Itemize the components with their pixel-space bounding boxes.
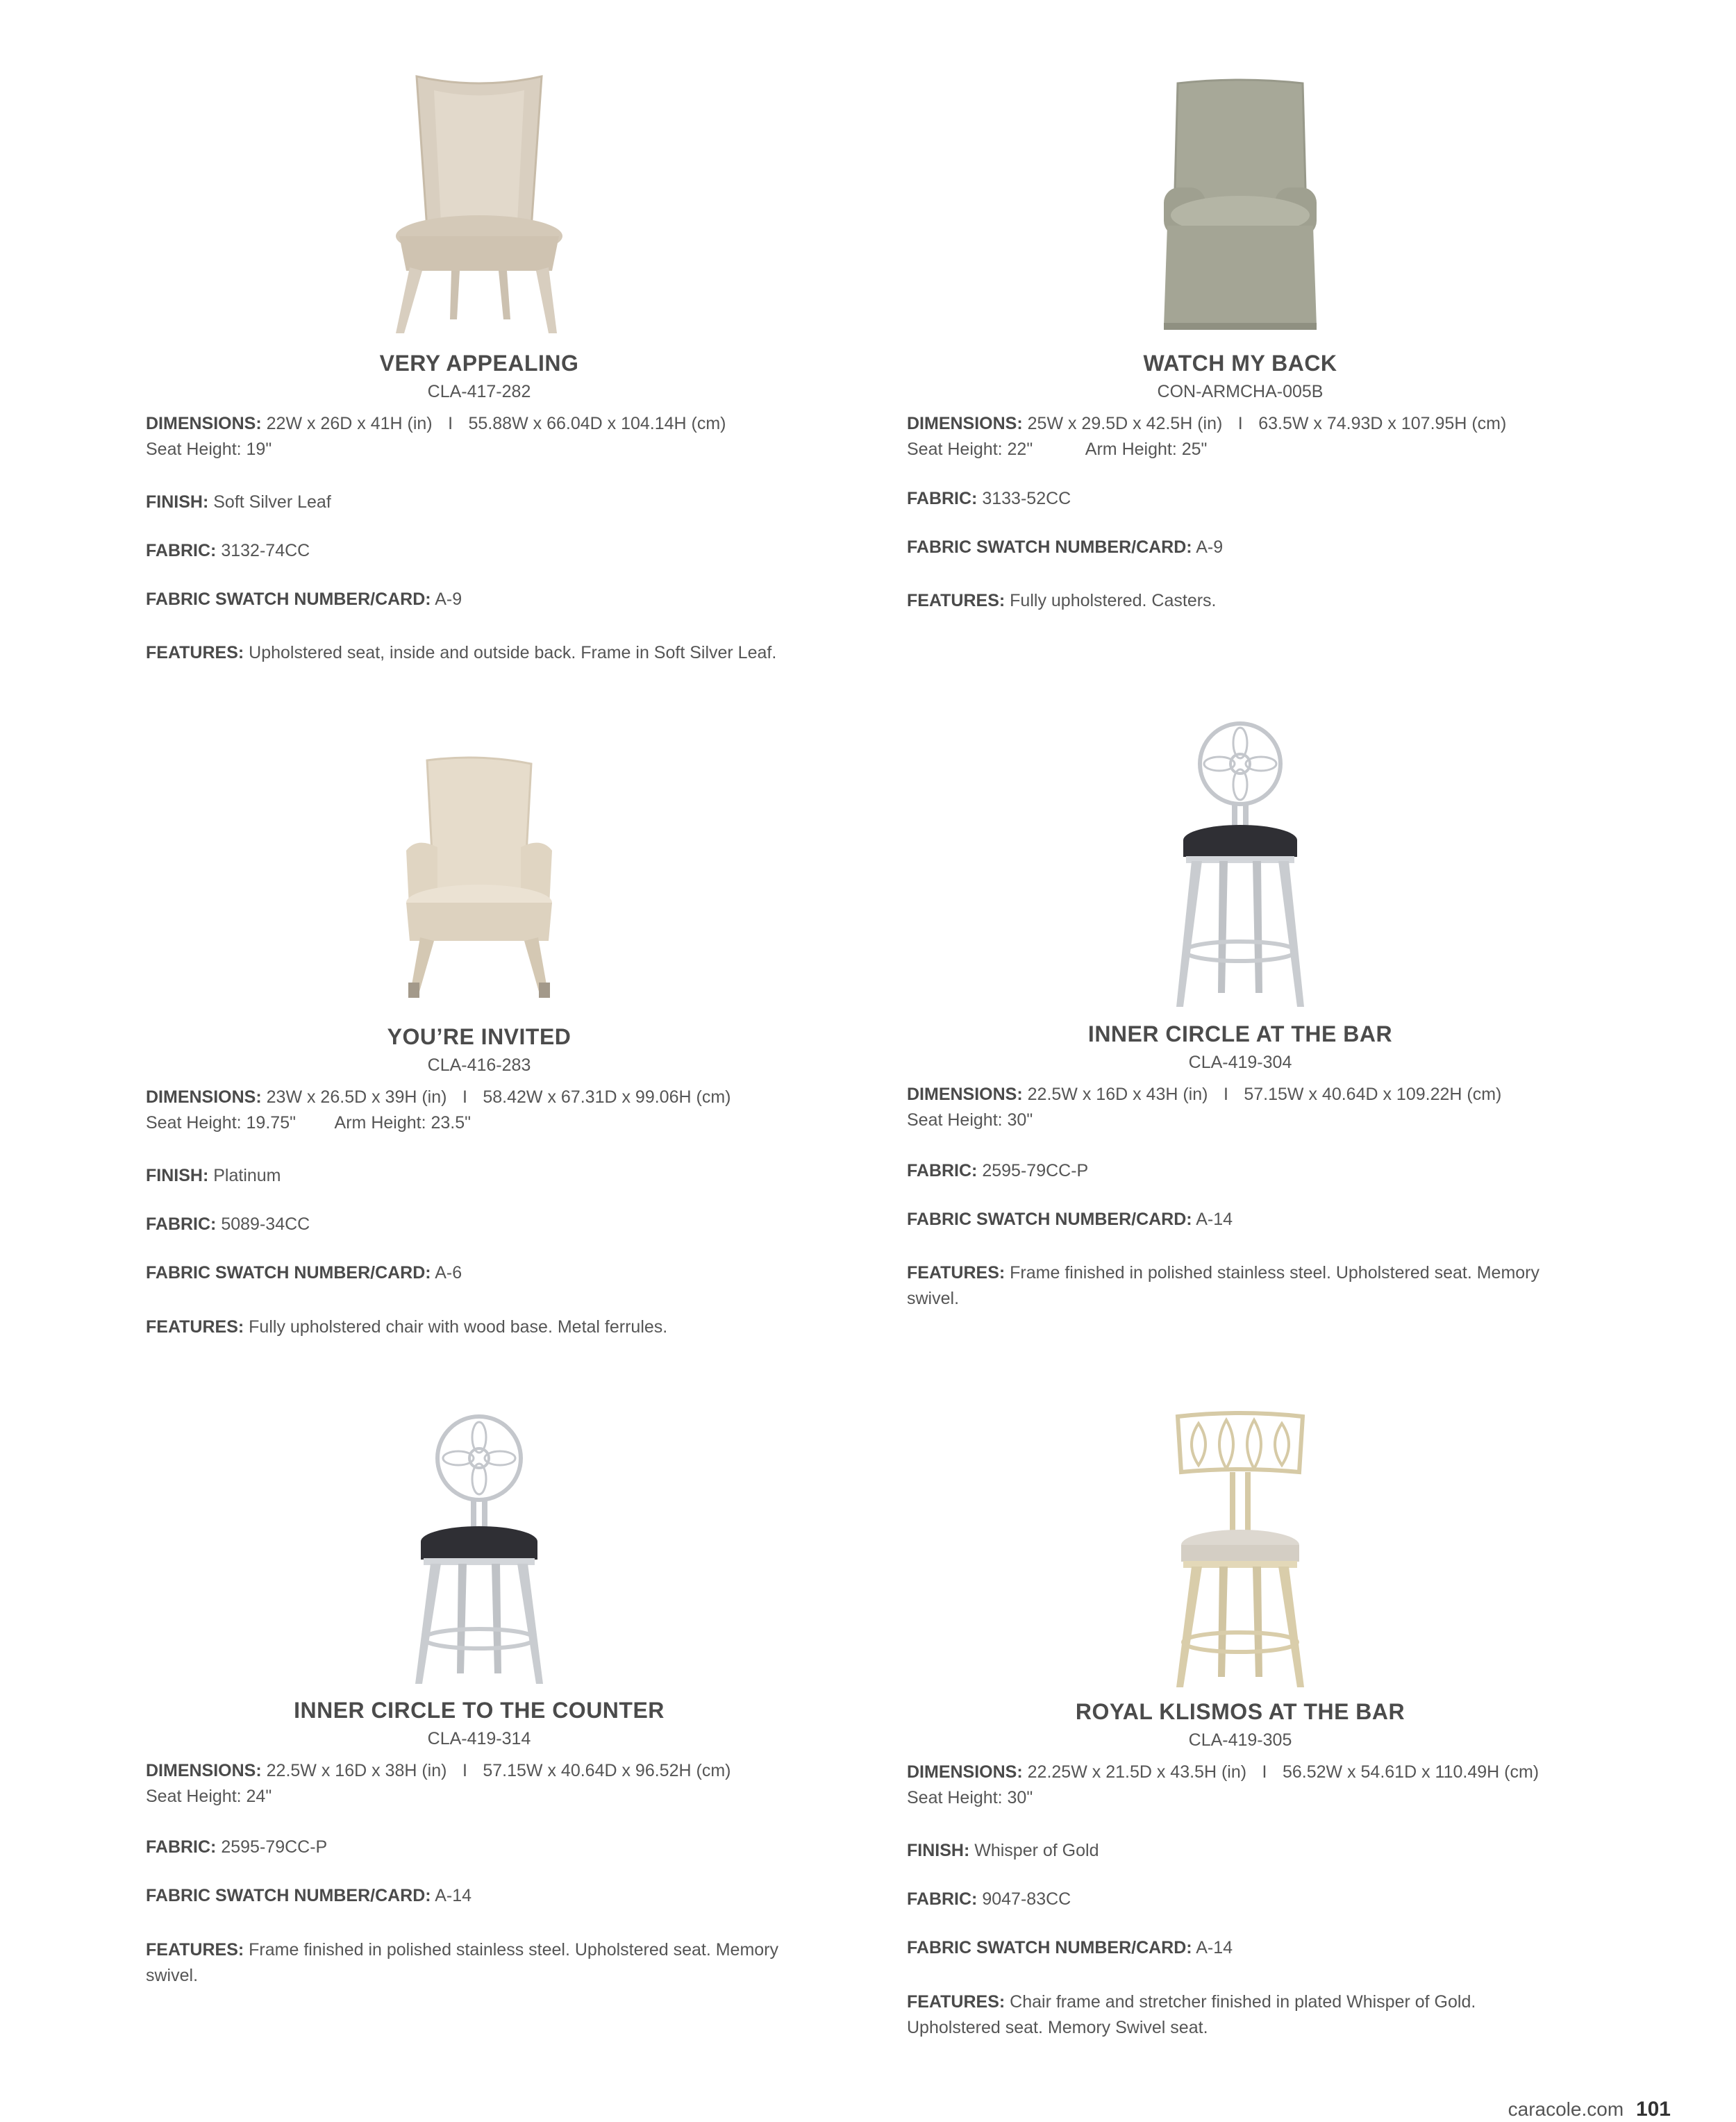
dimensions-label: DIMENSIONS: bbox=[907, 1762, 1023, 1782]
swatch-label: FABRIC SWATCH NUMBER/CARD: bbox=[907, 1938, 1192, 1957]
fabric-swatch bbox=[907, 535, 1574, 560]
product-title: WATCH MY BACK bbox=[1143, 351, 1337, 376]
dimensions bbox=[146, 411, 812, 462]
finish-label: FINISH: bbox=[146, 1166, 209, 1185]
dimensions-in: 22.5W x 16D x 38H (in) bbox=[266, 1761, 447, 1780]
royal-klismos-bar-stool-image bbox=[1157, 1410, 1324, 1691]
very-appealing-chair-image bbox=[375, 69, 583, 340]
swatch-value: A-9 bbox=[435, 590, 462, 609]
fabric bbox=[907, 486, 1574, 512]
fabric-label: FABRIC: bbox=[146, 1214, 217, 1234]
fabric-label: FABRIC: bbox=[907, 489, 978, 508]
dimensions-separator: I bbox=[1262, 1762, 1267, 1782]
product-sku: CLA-419-305 bbox=[1188, 1730, 1292, 1750]
inner-circle-counter-stool-image bbox=[403, 1410, 556, 1687]
fabric-swatch bbox=[907, 1935, 1574, 1961]
watch-my-back-chair-image bbox=[1129, 76, 1351, 340]
finish-value: Soft Silver Leaf bbox=[213, 492, 331, 512]
fabric-swatch bbox=[146, 587, 812, 612]
swatch-value: A-14 bbox=[1196, 1938, 1233, 1957]
fabric bbox=[146, 1835, 812, 1860]
fabric-swatch bbox=[146, 1883, 812, 1909]
product-sku: CLA-417-282 bbox=[427, 382, 531, 401]
features-value: Chair frame and stretcher finished in plated Whisper of Gold. Upholstered seat. Memory Swivel seat. bbox=[907, 1992, 1476, 2037]
fabric-value: 2595-79CC-P bbox=[221, 1837, 328, 1857]
swatch-value: A-9 bbox=[1196, 537, 1224, 557]
product-title: YOU’RE INVITED bbox=[387, 1024, 571, 1049]
page-number: 101 bbox=[1635, 2098, 1671, 2121]
dimensions bbox=[146, 1085, 812, 1136]
features bbox=[907, 1260, 1546, 1312]
product-sku: CLA-419-304 bbox=[1188, 1053, 1292, 1072]
dimensions-in: 23W x 26.5D x 39H (in) bbox=[266, 1087, 447, 1107]
dimensions-label: DIMENSIONS: bbox=[146, 414, 262, 433]
features bbox=[907, 1989, 1574, 2041]
features bbox=[146, 640, 785, 666]
fabric bbox=[146, 1212, 812, 1237]
dimensions-in: 25W x 29.5D x 42.5H (in) bbox=[1027, 414, 1223, 433]
youre-invited-chair-image bbox=[375, 753, 583, 1003]
seat-height: Seat Height: 19.75" bbox=[146, 1113, 296, 1133]
features-label: FEATURES: bbox=[907, 1992, 1005, 2012]
finish bbox=[146, 1163, 812, 1189]
dimensions-separator: I bbox=[1237, 414, 1243, 433]
dimensions-label: DIMENSIONS: bbox=[907, 414, 1023, 433]
fabric-value: 3133-52CC bbox=[982, 489, 1071, 508]
arm-height: Arm Height: 23.5" bbox=[334, 1113, 471, 1133]
dimensions-separator: I bbox=[448, 414, 453, 433]
finish bbox=[907, 1838, 1574, 1864]
swatch-value: A-14 bbox=[1196, 1210, 1233, 1229]
features-label: FEATURES: bbox=[907, 1263, 1005, 1283]
dimensions-separator: I bbox=[1223, 1085, 1228, 1104]
dimensions bbox=[907, 1760, 1629, 1811]
features-value: Frame finished in polished stainless steel. Upholstered seat. Memory swivel. bbox=[146, 1940, 779, 1985]
finish-value: Whisper of Gold bbox=[974, 1841, 1099, 1860]
product-title: INNER CIRCLE TO THE COUNTER bbox=[294, 1698, 665, 1723]
dimensions-cm: 55.88W x 66.04D x 104.14H (cm) bbox=[468, 414, 726, 433]
features bbox=[146, 1314, 812, 1340]
fabric-swatch bbox=[146, 1260, 812, 1286]
features-value: Fully upholstered chair with wood base. Metal ferrules. bbox=[249, 1317, 668, 1337]
fabric-label: FABRIC: bbox=[907, 1161, 978, 1180]
fabric-value: 3132-74CC bbox=[221, 541, 310, 560]
seat-height: Seat Height: 19" bbox=[146, 440, 272, 459]
fabric bbox=[146, 538, 812, 564]
fabric bbox=[907, 1887, 1574, 1912]
seat-height: Seat Height: 22" bbox=[907, 440, 1033, 459]
dimensions-label: DIMENSIONS: bbox=[146, 1087, 262, 1107]
fabric-label: FABRIC: bbox=[146, 541, 217, 560]
dimensions bbox=[907, 1082, 1574, 1133]
inner-circle-bar-stool-image bbox=[1164, 719, 1317, 1010]
dimensions bbox=[907, 411, 1601, 462]
fabric-swatch bbox=[907, 1207, 1574, 1233]
finish-label: FINISH: bbox=[146, 492, 209, 512]
fabric-label: FABRIC: bbox=[907, 1889, 978, 1909]
swatch-value: A-14 bbox=[435, 1886, 472, 1905]
dimensions-cm: 63.5W x 74.93D x 107.95H (cm) bbox=[1258, 414, 1507, 433]
fabric-value: 5089-34CC bbox=[221, 1214, 310, 1234]
swatch-label: FABRIC SWATCH NUMBER/CARD: bbox=[146, 1263, 431, 1283]
features bbox=[907, 588, 1574, 614]
features bbox=[146, 1937, 785, 1989]
swatch-label: FABRIC SWATCH NUMBER/CARD: bbox=[146, 590, 431, 609]
product-title: VERY APPEALING bbox=[379, 351, 579, 376]
seat-height: Seat Height: 24" bbox=[146, 1787, 272, 1806]
dimensions-cm: 58.42W x 67.31D x 99.06H (cm) bbox=[483, 1087, 731, 1107]
dimensions bbox=[146, 1758, 812, 1810]
dimensions-separator: I bbox=[462, 1761, 467, 1780]
features-label: FEATURES: bbox=[146, 1940, 244, 1960]
features-value: Upholstered seat, inside and outside back. Frame in Soft Silver Leaf. bbox=[249, 643, 777, 662]
product-title: INNER CIRCLE AT THE BAR bbox=[1087, 1021, 1393, 1046]
dimensions-cm: 57.15W x 40.64D x 96.52H (cm) bbox=[483, 1761, 731, 1780]
swatch-label: FABRIC SWATCH NUMBER/CARD: bbox=[907, 1210, 1192, 1229]
dimensions-cm: 56.52W x 54.61D x 110.49H (cm) bbox=[1282, 1762, 1539, 1782]
dimensions-cm: 57.15W x 40.64D x 109.22H (cm) bbox=[1244, 1085, 1502, 1104]
finish bbox=[146, 490, 812, 515]
fabric-label: FABRIC: bbox=[146, 1837, 217, 1857]
footer-site: caracole.com bbox=[1508, 2098, 1624, 2120]
product-sku: CLA-419-314 bbox=[427, 1729, 531, 1748]
product-sku: CLA-416-283 bbox=[427, 1055, 531, 1075]
product-title: ROYAL KLISMOS AT THE BAR bbox=[1075, 1699, 1405, 1724]
features-label: FEATURES: bbox=[907, 591, 1005, 610]
fabric bbox=[907, 1158, 1574, 1184]
features-value: Fully upholstered. Casters. bbox=[1010, 591, 1217, 610]
fabric-value: 2595-79CC-P bbox=[982, 1161, 1089, 1180]
features-value: Frame finished in polished stainless steel. Upholstered seat. Memory swivel. bbox=[907, 1263, 1540, 1308]
dimensions-separator: I bbox=[462, 1087, 467, 1107]
dimensions-in: 22W x 26D x 41H (in) bbox=[266, 414, 433, 433]
dimensions-in: 22.5W x 16D x 43H (in) bbox=[1027, 1085, 1208, 1104]
features-label: FEATURES: bbox=[146, 1317, 244, 1337]
fabric-value: 9047-83CC bbox=[982, 1889, 1071, 1909]
swatch-label: FABRIC SWATCH NUMBER/CARD: bbox=[146, 1886, 431, 1905]
product-sku: CON-ARMCHA-005B bbox=[1157, 382, 1324, 401]
arm-height: Arm Height: 25" bbox=[1085, 440, 1208, 459]
page-footer bbox=[1508, 2098, 1671, 2121]
seat-height: Seat Height: 30" bbox=[907, 1110, 1033, 1130]
seat-height: Seat Height: 30" bbox=[907, 1788, 1033, 1807]
finish-label: FINISH: bbox=[907, 1841, 970, 1860]
dimensions-in: 22.25W x 21.5D x 43.5H (in) bbox=[1027, 1762, 1247, 1782]
dimensions-label: DIMENSIONS: bbox=[146, 1761, 262, 1780]
finish-value: Platinum bbox=[213, 1166, 281, 1185]
swatch-value: A-6 bbox=[435, 1263, 462, 1283]
swatch-label: FABRIC SWATCH NUMBER/CARD: bbox=[907, 537, 1192, 557]
dimensions-label: DIMENSIONS: bbox=[907, 1085, 1023, 1104]
features-label: FEATURES: bbox=[146, 643, 244, 662]
